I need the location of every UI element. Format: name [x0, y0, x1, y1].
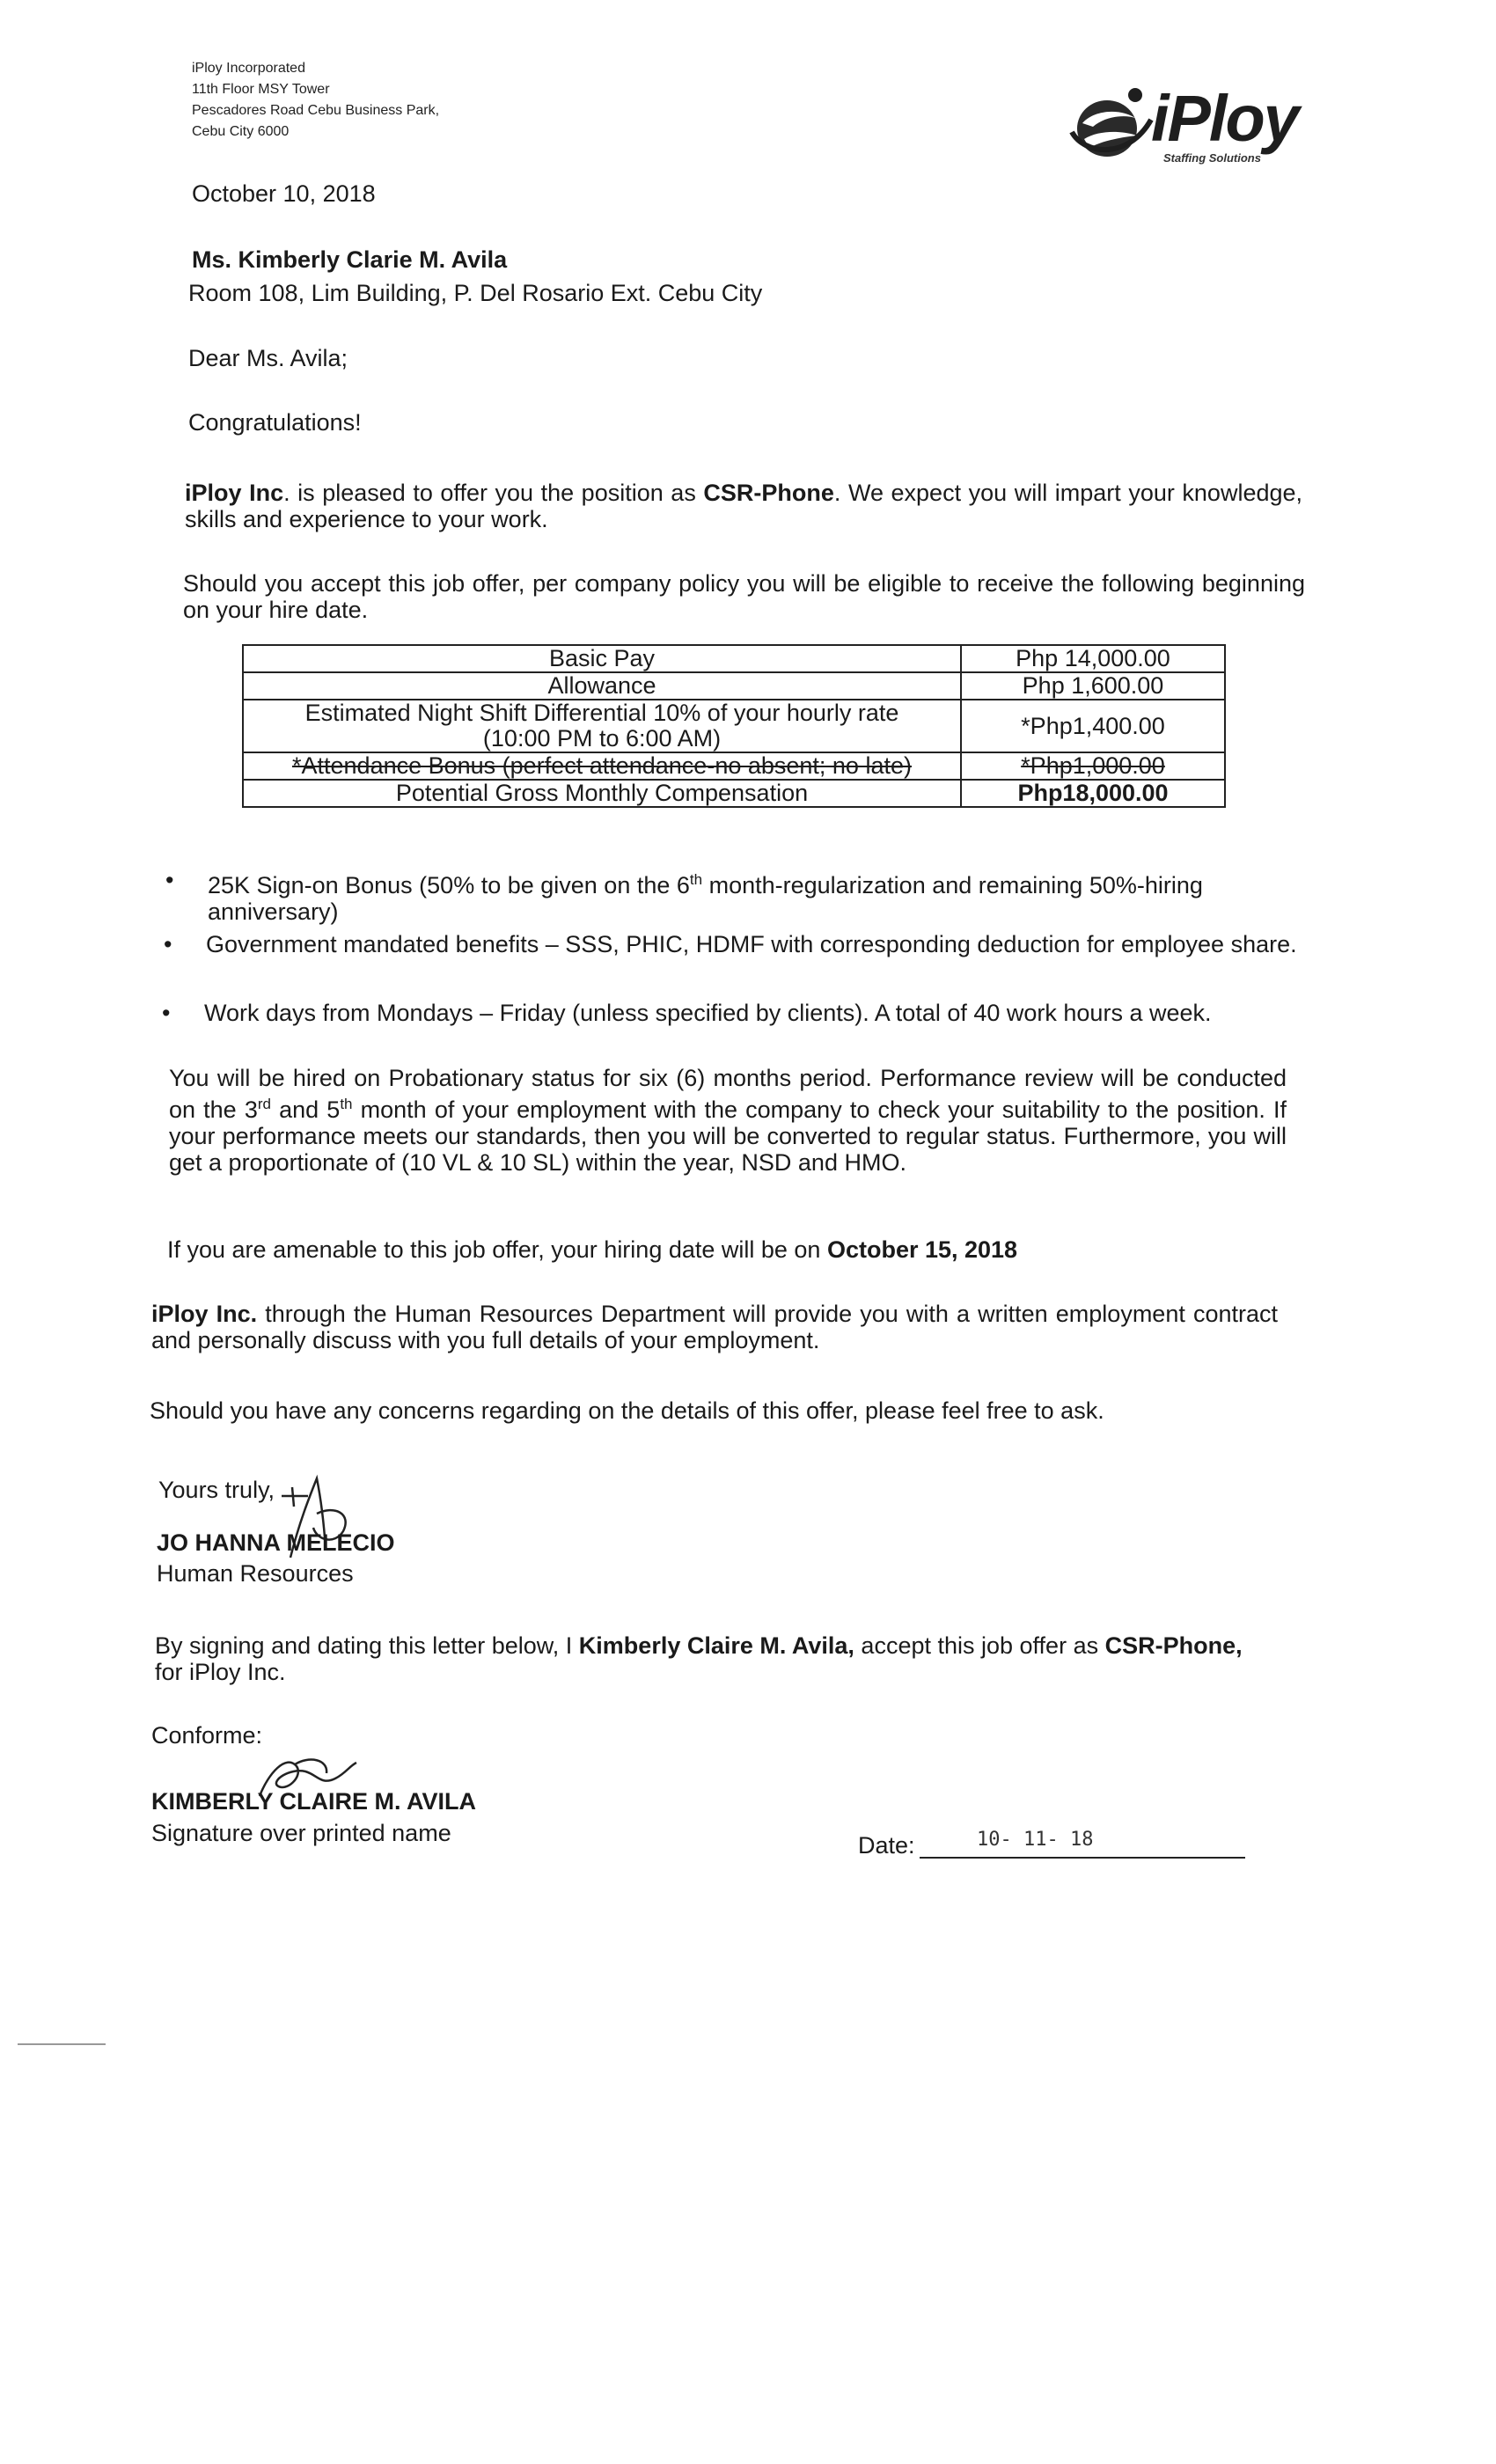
bullet-icon: • — [165, 867, 174, 893]
company-logo — [1067, 84, 1322, 169]
benefit-text: Government mandated benefits – SSS, PHIC, HDMF with corresponding deduction for employee share. — [206, 931, 1297, 957]
row-label: Basic Pay — [243, 645, 961, 672]
table-row — [243, 780, 1225, 807]
recipient-address: Room 108, Lim Building, P. Del Rosario Ext. Cebu City — [188, 280, 763, 306]
company-name: iPloy Inc. — [151, 1301, 258, 1327]
hr-signature — [255, 1461, 378, 1575]
address-line: iPloy Incorporated — [192, 61, 305, 76]
address-line: 11th Floor MSY Tower — [192, 82, 330, 97]
row-label-line: (10:00 PM to 6:00 AM) — [482, 725, 722, 752]
signature-caption: Signature over printed name — [151, 1820, 451, 1846]
signer-title: Human Resources — [157, 1560, 354, 1587]
contract-paragraph — [151, 1301, 1278, 1353]
letter-date: October 10, 2018 — [192, 180, 376, 207]
table-row — [243, 672, 1225, 700]
compensation-table — [242, 644, 1226, 808]
applicant-name: KIMBERLY CLAIRE M. AVILA — [151, 1788, 477, 1815]
salutation: Dear Ms. Avila; — [188, 345, 348, 371]
offer-paragraph — [185, 480, 1302, 532]
probation-text: th — [340, 1096, 353, 1112]
acceptance-text: for iPloy Inc. — [155, 1659, 286, 1685]
position-name: CSR-Phone, — [1104, 1632, 1243, 1659]
divider — [18, 2043, 106, 2045]
date-line — [920, 1855, 1245, 1859]
bullet-icon: • — [162, 1000, 171, 1026]
row-label-line: Estimated Night Shift Differential 10% of your hourly rate — [304, 700, 899, 726]
probation-text: month of your employment with the company to check your suitability to the position. If your performance meets our standards, then you will be converted to regular status. Furthermore, you will get a proportionate of (10 VL & 10 SL) within the year, NSD and HMO. — [169, 1096, 1287, 1176]
handwritten-date: 10- 11- 18 — [977, 1829, 1094, 1851]
acceptee-name: Kimberly Claire M. Avila, — [578, 1632, 854, 1659]
concerns-paragraph: Should you have any concerns regarding on the details of this offer, please feel free to ask. — [150, 1397, 1104, 1424]
logo-tagline: Staffing Solutions — [1163, 151, 1261, 165]
benefit-text: month-regularization and remaining 50%-hiring anniversary) — [208, 872, 1203, 925]
benefit-text: Work days from Mondays – Friday (unless specified by clients). A total of 40 work hours a week. — [204, 1000, 1212, 1026]
date-label: Date: — [858, 1832, 915, 1859]
acceptance-text: accept this job offer as — [854, 1632, 1105, 1659]
hiring-date: October 15, 2018 — [826, 1236, 1018, 1263]
row-label — [243, 700, 961, 752]
signer-name: JO HANNA MELECIO — [157, 1529, 395, 1556]
row-label: Allowance — [243, 672, 961, 700]
table-row — [243, 700, 1225, 752]
list-item — [162, 1000, 1313, 1026]
probation-text: rd — [257, 1096, 271, 1112]
congratulations: Congratulations! — [188, 409, 362, 436]
bullet-icon: • — [164, 931, 172, 957]
table-row — [243, 645, 1225, 672]
list-item — [164, 931, 1302, 957]
contract-text: through the Human Resources Department will provide you with a written employment contract and personally discuss with you full details of your employment. — [151, 1301, 1278, 1353]
probation-paragraph — [169, 1065, 1287, 1176]
address-line: Cebu City 6000 — [192, 124, 290, 139]
row-label: Potential Gross Monthly Compensation — [243, 780, 961, 807]
address-line: Pescadores Road Cebu Business Park, — [192, 103, 440, 118]
hiring-text: If you are amenable to this job offer, your hiring date will be on — [167, 1236, 827, 1263]
probation-text: and 5 — [270, 1096, 341, 1123]
eligibility-paragraph: Should you accept this job offer, per company policy you will be eligible to receive the following beginning on your hire date. — [183, 570, 1305, 623]
row-value: Php 1,600.00 — [961, 672, 1225, 700]
closing-phrase: Yours truly, — [158, 1477, 275, 1503]
row-value: Php18,000.00 — [961, 780, 1225, 807]
row-value: *Php1,400.00 — [961, 700, 1225, 752]
position-name: CSR-Phone — [703, 480, 834, 506]
list-item — [165, 867, 1303, 925]
offer-text: . is pleased to offer you the position as — [283, 480, 704, 506]
offer-text: . We expect you will impart your knowledge, skills and experience to your work. — [185, 480, 1303, 532]
benefit-text: 25K Sign-on Bonus (50% to be given on the 6 — [208, 872, 690, 898]
probation-text: You will be hired on Probationary status for six (6) months period. Performance review will be conducted on the 3 — [169, 1065, 1287, 1123]
table-row — [243, 752, 1225, 780]
benefit-text: th — [689, 871, 703, 888]
acceptance-paragraph — [155, 1632, 1272, 1685]
logo-wordmark: iPloy — [1151, 82, 1298, 155]
globe-icon — [1067, 84, 1155, 169]
company-address — [192, 58, 439, 143]
row-value: *Php1,000.00 — [961, 752, 1225, 780]
acceptance-text: By signing and dating this letter below, I — [155, 1632, 579, 1659]
row-value: Php 14,000.00 — [961, 645, 1225, 672]
recipient-name: Ms. Kimberly Clarie M. Avila — [192, 246, 508, 273]
hiring-date-paragraph — [167, 1236, 1017, 1263]
row-label: *Attendance Bonus (perfect attendance-no absent; no late) — [243, 752, 961, 780]
conforme-label: Conforme: — [151, 1722, 263, 1749]
company-name: iPloy Inc — [185, 480, 284, 506]
